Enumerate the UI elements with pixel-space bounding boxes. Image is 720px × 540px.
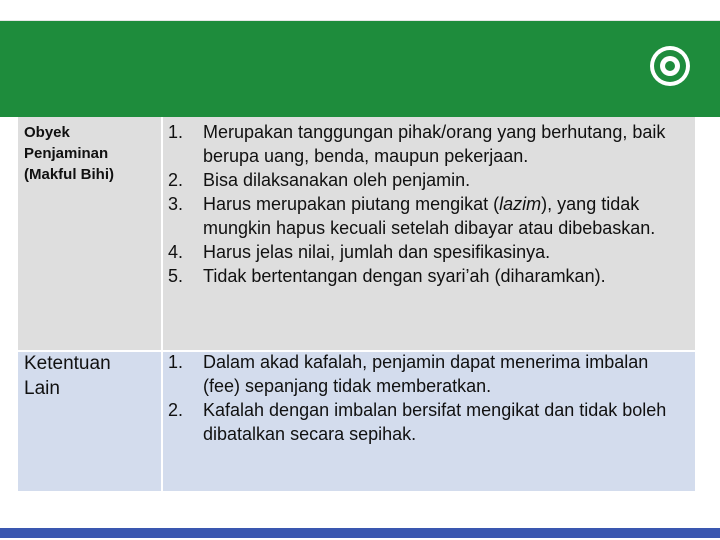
row-content-cell <box>163 352 695 491</box>
list-text-before: Harus merupakan piutang mengikat ( <box>203 194 500 214</box>
numbered-list <box>163 350 695 446</box>
list-text: Tidak bertentangan dengan syari’ah (diharamkan). <box>203 266 606 286</box>
list-item <box>163 350 695 398</box>
list-item <box>163 264 695 288</box>
list-text: Dalam akad kafalah, penjamin dapat menerima imbalan (fee) sepanjang tidak memberatkan. <box>203 352 649 396</box>
list-number: 3. <box>168 194 184 214</box>
list-text: Harus jelas nilai, jumlah dan spesifikasinya. <box>203 242 551 262</box>
list-item <box>163 168 695 192</box>
logo-inner <box>660 56 680 76</box>
list-item <box>163 398 695 446</box>
row-content-cell <box>163 117 695 350</box>
list-text: Merupakan tanggungan pihak/orang yang berhutang, baik berupa uang, benda, maupun pekerjaan. <box>203 122 666 166</box>
list-number: 2. <box>168 170 184 190</box>
list-number: 4. <box>168 242 184 262</box>
list-number: 2. <box>168 400 184 420</box>
table-row <box>18 352 695 491</box>
logo-ring <box>654 50 686 82</box>
header-banner <box>0 21 720 117</box>
row-label-cell <box>18 117 161 350</box>
logo-center <box>665 61 675 71</box>
table-row <box>18 117 695 350</box>
list-item <box>163 192 695 240</box>
row-label: Ketentuan Lain <box>24 353 111 399</box>
numbered-list <box>163 117 695 288</box>
list-text: Kafalah dengan imbalan bersifat mengikat dan tidak boleh dibatalkan secara sepihak. <box>203 400 667 444</box>
row-label-cell <box>18 352 161 491</box>
logo-emblem-icon <box>650 46 690 86</box>
list-text: Bisa dilaksanakan oleh penjamin. <box>203 170 471 190</box>
list-item <box>163 120 695 168</box>
definition-table <box>18 117 695 491</box>
list-number: 1. <box>168 352 184 372</box>
list-text-after: ), yang tidak mungkin hapus kecuali setelah dibayar atau dibebaskan. <box>203 194 656 238</box>
footer-band <box>0 528 720 538</box>
list-number: 1. <box>168 122 184 142</box>
list-item <box>163 240 695 264</box>
list-number: 5. <box>168 266 184 286</box>
row-label: Obyek Penjaminan (Makful Bihi) <box>24 124 114 183</box>
list-text-italic: lazim <box>499 194 542 214</box>
